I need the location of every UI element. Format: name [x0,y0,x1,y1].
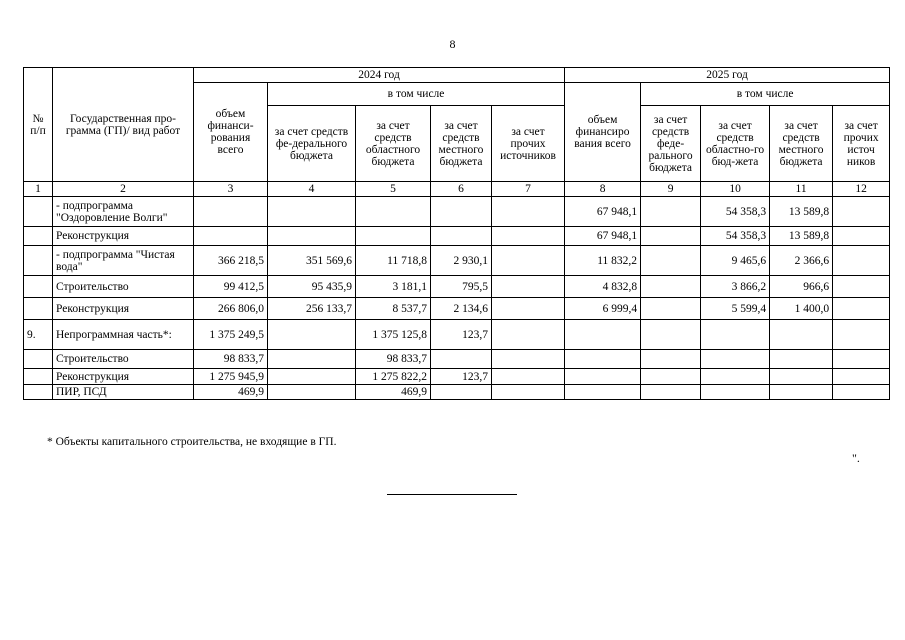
oth-2024-cell [492,246,565,276]
table-body [24,197,890,400]
header-volume-2025: объем финансиро вания всего [565,83,641,182]
header-incl-2025: в том числе [641,83,890,106]
loc-2025-cell: 2 366,6 [770,246,833,276]
row-number [24,246,53,276]
volume-2025-cell: 6 999,4 [565,298,641,320]
fed-2024-cell [268,385,356,400]
loc-2025-cell: 1 400,0 [770,298,833,320]
row-number [24,369,53,385]
header-col-num: № п/п [24,68,53,182]
fed-2025-cell [641,369,701,385]
row-number [24,197,53,227]
table-row [24,385,890,400]
reg-2025-cell: 9 465,6 [701,246,770,276]
page-number: 8 [449,37,456,51]
header-fed-2024: за счет средств фе-дерального бюджета [268,106,356,182]
header-oth-2025: за счет прочих источ ников [833,106,890,182]
loc-2024-cell: 123,7 [431,369,492,385]
index-cell: 4 [268,182,356,197]
row-number [24,385,53,400]
loc-2024-cell: 2 930,1 [431,246,492,276]
volume-2025-cell [565,385,641,400]
fed-2024-cell: 256 133,7 [268,298,356,320]
header-year-2024: 2024 год [194,68,565,83]
row-name: Реконструкция [53,227,194,246]
reg-2025-cell [701,369,770,385]
header-fed-2025: за счет средств феде-рального бюджета [641,106,701,182]
volume-2025-cell: 67 948,1 [565,227,641,246]
loc-2024-cell [431,350,492,369]
loc-2025-cell: 13 589,8 [770,197,833,227]
fed-2025-cell [641,298,701,320]
financing-table [23,67,890,400]
index-row [24,182,890,197]
loc-2024-cell [431,385,492,400]
oth-2024-cell [492,276,565,298]
fed-2024-cell: 95 435,9 [268,276,356,298]
volume-2025-cell: 11 832,2 [565,246,641,276]
oth-2024-cell [492,320,565,350]
row-number [24,350,53,369]
oth-2024-cell [492,385,565,400]
volume-2024-cell: 1 375 249,5 [194,320,268,350]
oth-2024-cell [492,197,565,227]
fed-2024-cell [268,350,356,369]
volume-2024-cell: 1 275 945,9 [194,369,268,385]
volume-2025-cell [565,350,641,369]
fed-2025-cell [641,276,701,298]
reg-2025-cell [701,385,770,400]
row-name: Реконструкция [53,369,194,385]
header-col-program: Государственная про-грамма (ГП)/ вид работ [53,68,194,182]
index-cell: 10 [701,182,770,197]
fed-2025-cell [641,350,701,369]
loc-2025-cell [770,320,833,350]
row-number: 9. [24,320,53,350]
reg-2025-cell: 54 358,3 [701,227,770,246]
fed-2024-cell [268,320,356,350]
fed-2025-cell [641,197,701,227]
footnote: * Объекты капитального строительства, не входящие в ГП. [47,436,337,448]
fed-2025-cell [641,385,701,400]
volume-2024-cell: 366 218,5 [194,246,268,276]
table-row [24,350,890,369]
index-cell: 5 [356,182,431,197]
reg-2024-cell [356,197,431,227]
oth-2024-cell [492,350,565,369]
header-loc-2025: за счет средств местного бюджета [770,106,833,182]
loc-2025-cell [770,350,833,369]
oth-2025-cell [833,369,890,385]
reg-2024-cell: 1 375 125,8 [356,320,431,350]
header-incl-2024: в том числе [268,83,565,106]
index-cell: 11 [770,182,833,197]
header-loc-2024: за счет средств местного бюджета [431,106,492,182]
index-cell: 6 [431,182,492,197]
row-name: Непрограммная часть*: [53,320,194,350]
oth-2025-cell [833,298,890,320]
row-name: - подпрограмма "Оздоровление Волги" [53,197,194,227]
oth-2025-cell [833,385,890,400]
fed-2024-cell [268,197,356,227]
reg-2024-cell: 98 833,7 [356,350,431,369]
row-name: Реконструкция [53,298,194,320]
reg-2024-cell [356,227,431,246]
table-row [24,227,890,246]
header-reg-2025: за счет средств областно-го бюд-жета [701,106,770,182]
fed-2025-cell [641,227,701,246]
header-volume-2024: объем финанси-рования всего [194,83,268,182]
oth-2025-cell [833,197,890,227]
reg-2025-cell: 54 358,3 [701,197,770,227]
fed-2025-cell [641,320,701,350]
loc-2025-cell [770,369,833,385]
table-row [24,246,890,276]
index-cell: 12 [833,182,890,197]
row-name: Строительство [53,276,194,298]
oth-2025-cell [833,276,890,298]
fed-2024-cell: 351 569,6 [268,246,356,276]
row-number [24,298,53,320]
volume-2024-cell [194,197,268,227]
table-row [24,276,890,298]
header-oth-2024: за счет прочих источников [492,106,565,182]
fed-2024-cell [268,369,356,385]
reg-2024-cell: 11 718,8 [356,246,431,276]
reg-2024-cell: 3 181,1 [356,276,431,298]
fed-2025-cell [641,246,701,276]
volume-2025-cell: 4 832,8 [565,276,641,298]
loc-2025-cell [770,385,833,400]
header-year-2025: 2025 год [565,68,890,83]
loc-2024-cell [431,197,492,227]
volume-2025-cell: 67 948,1 [565,197,641,227]
separator-line [387,494,517,495]
volume-2024-cell: 98 833,7 [194,350,268,369]
oth-2024-cell [492,298,565,320]
loc-2025-cell: 13 589,8 [770,227,833,246]
oth-2024-cell [492,369,565,385]
header-reg-2024: за счет средств областного бюджета [356,106,431,182]
volume-2024-cell: 266 806,0 [194,298,268,320]
row-number [24,276,53,298]
reg-2024-cell: 8 537,7 [356,298,431,320]
oth-2025-cell [833,320,890,350]
table-row [24,320,890,350]
volume-2025-cell [565,320,641,350]
oth-2025-cell [833,227,890,246]
reg-2025-cell: 5 599,4 [701,298,770,320]
oth-2025-cell [833,350,890,369]
index-cell: 1 [24,182,53,197]
index-cell: 8 [565,182,641,197]
oth-2025-cell [833,246,890,276]
reg-2024-cell: 1 275 822,2 [356,369,431,385]
row-name: Строительство [53,350,194,369]
index-cell: 7 [492,182,565,197]
loc-2024-cell: 795,5 [431,276,492,298]
row-name: ПИР, ПСД [53,385,194,400]
index-cell: 2 [53,182,194,197]
volume-2024-cell: 99 412,5 [194,276,268,298]
reg-2025-cell: 3 866,2 [701,276,770,298]
loc-2024-cell: 2 134,6 [431,298,492,320]
reg-2025-cell [701,350,770,369]
loc-2024-cell [431,227,492,246]
index-cell: 9 [641,182,701,197]
closing-quote: ". [852,451,860,465]
fed-2024-cell [268,227,356,246]
table-row [24,369,890,385]
volume-2024-cell: 469,9 [194,385,268,400]
row-number [24,227,53,246]
reg-2024-cell: 469,9 [356,385,431,400]
volume-2025-cell [565,369,641,385]
oth-2024-cell [492,227,565,246]
loc-2025-cell: 966,6 [770,276,833,298]
loc-2024-cell: 123,7 [431,320,492,350]
volume-2024-cell [194,227,268,246]
row-name: - подпрограмма "Чистая вода" [53,246,194,276]
table-row [24,298,890,320]
index-cell: 3 [194,182,268,197]
table-row [24,197,890,227]
reg-2025-cell [701,320,770,350]
